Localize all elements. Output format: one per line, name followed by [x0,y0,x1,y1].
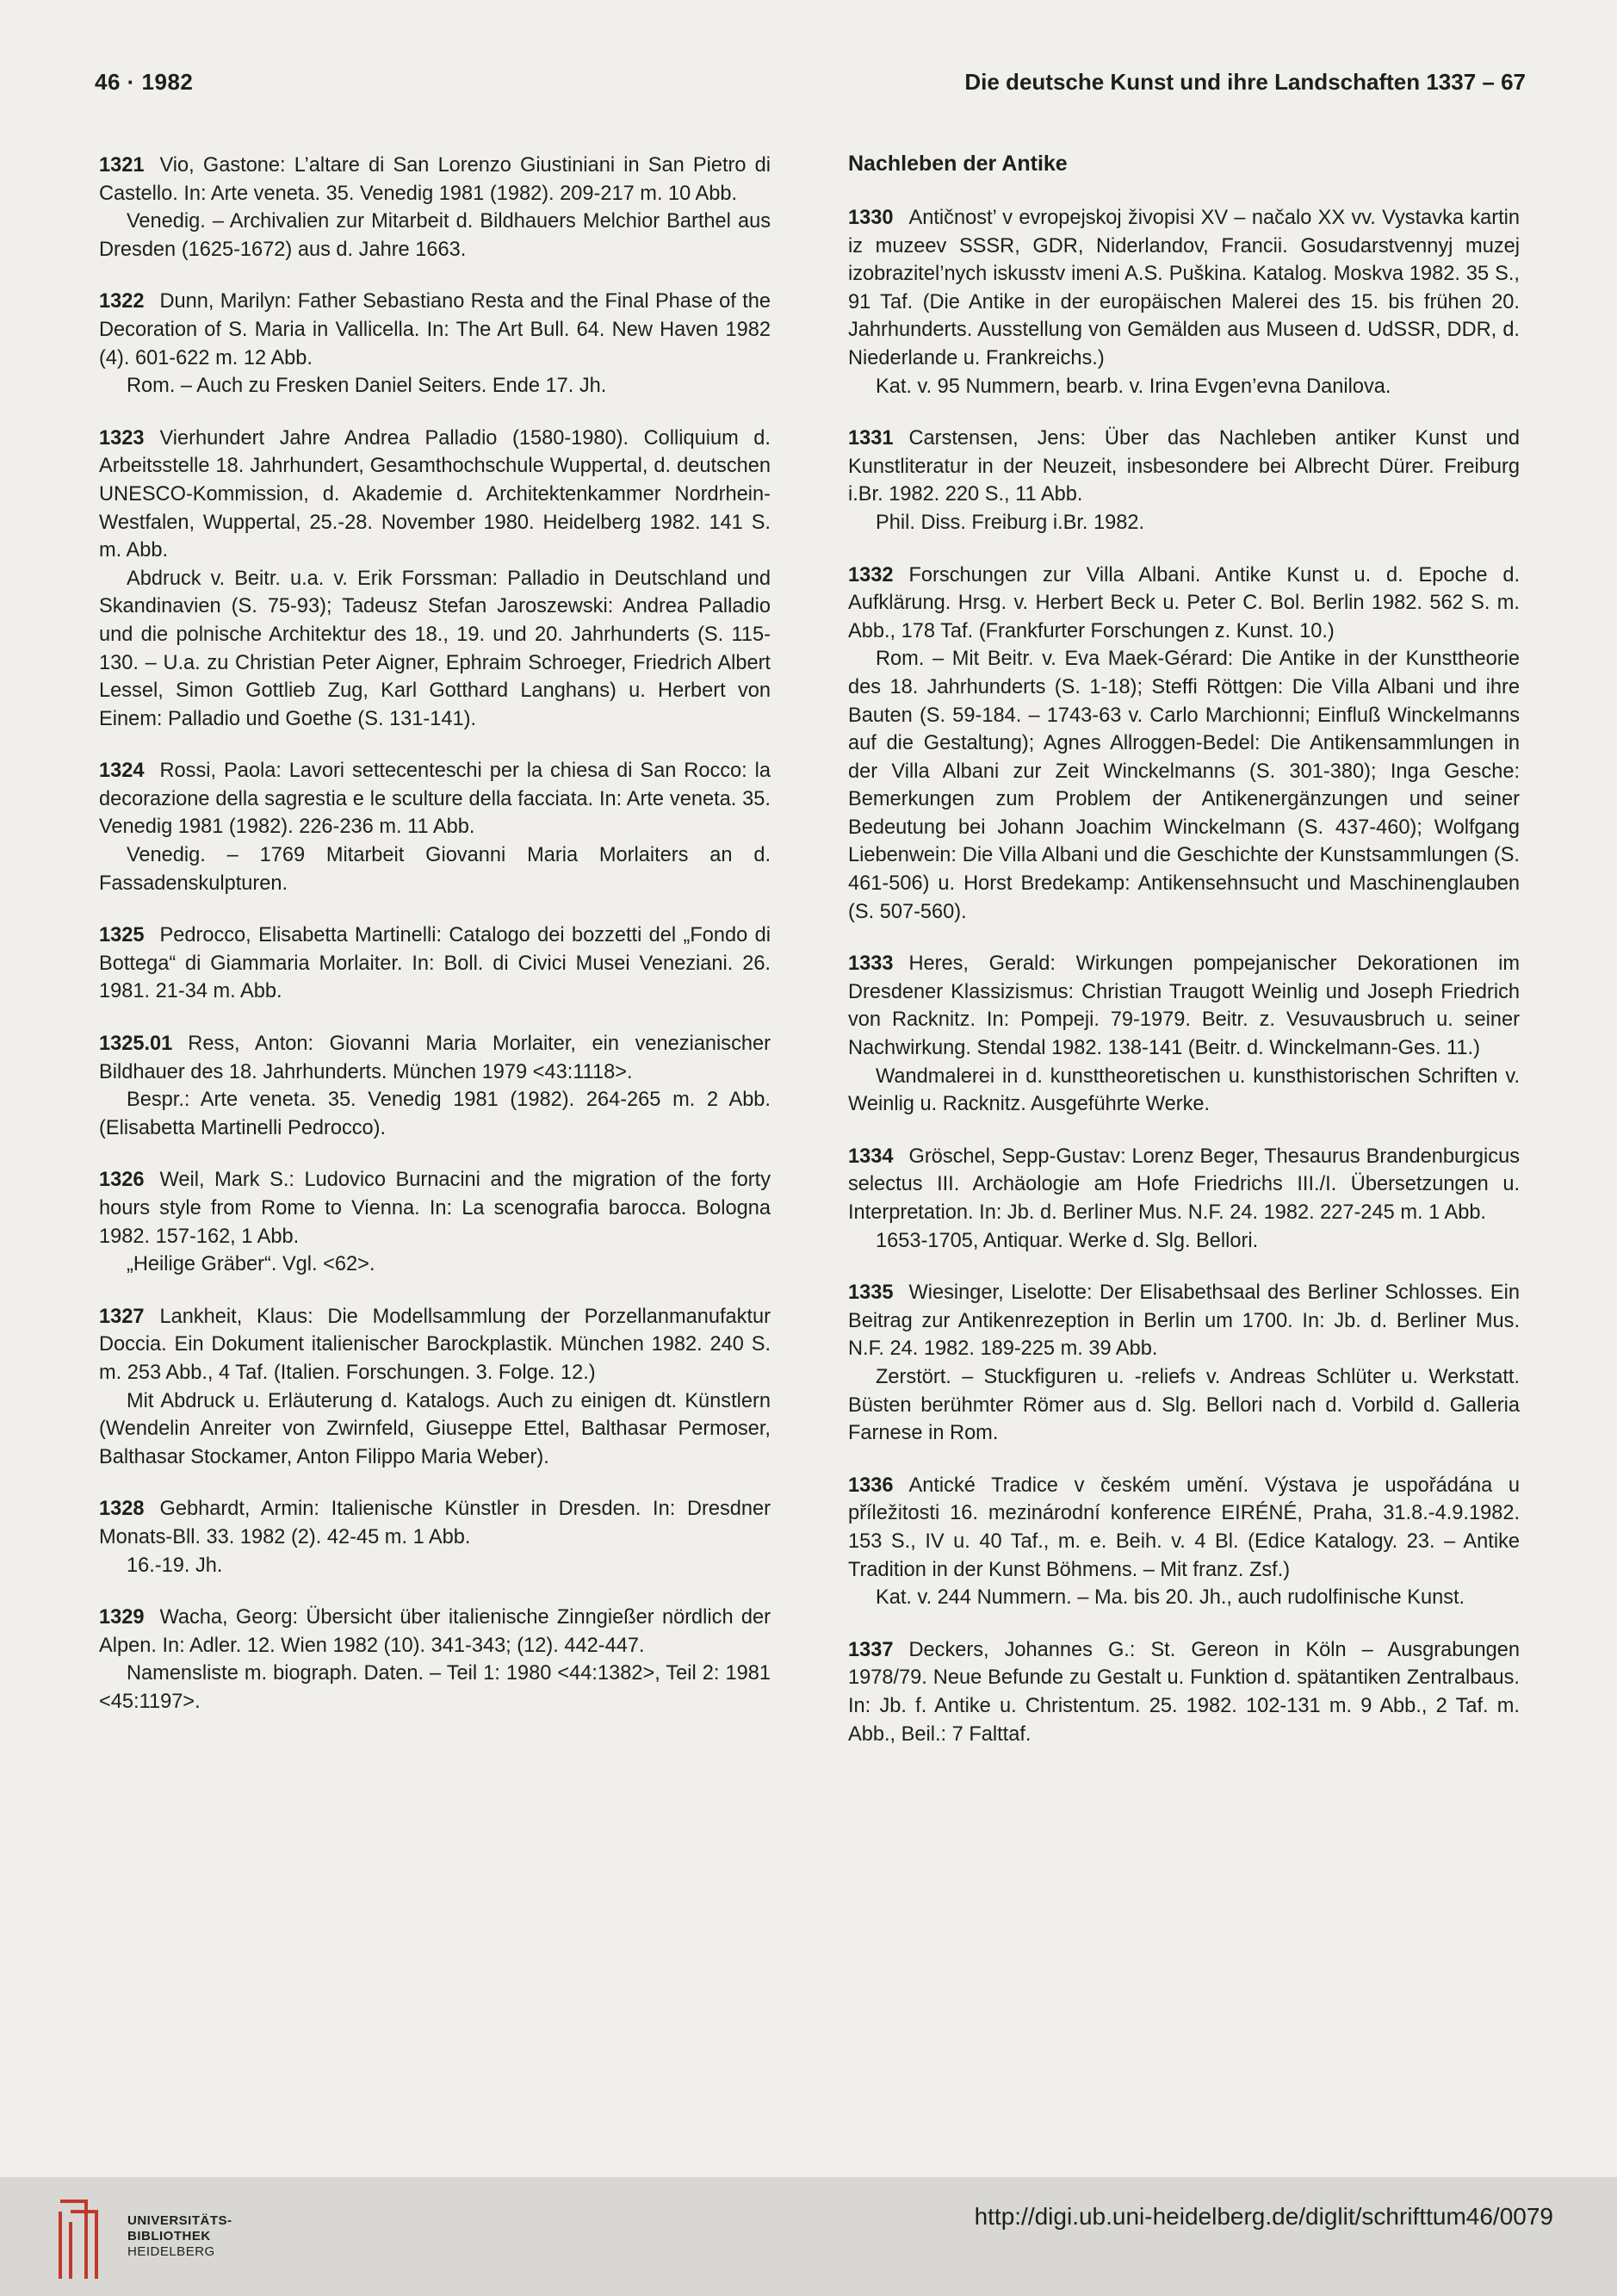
library-name [127,2213,232,2260]
entry-note: Mit Abdruck u. Erläuterung d. Katalogs. Auch zu einigen dt. Künstlern (Wendelin Anreiter von Zwirnfeld, Giuseppe Ettel, Balthasar Permoser, Balthasar Stockamer, Anton Filippo Maria Weber). [99,1389,771,1468]
entry-citation: Vio, Gastone: L’altare di San Lorenzo Giustiniani in San Pietro di Castello. In: Arte veneta. 35. Venedig 1981 (1982). 209-217 m. 10 Abb. [99,154,771,205]
entry-citation: Rossi, Paola: Lavori settecenteschi per la chiesa di San Rocco: la decorazione della sagrestia e le sculture della facciata. In: Arte veneta. 35. Venedig 1981 (1982). 226-236 m. 11 Abb. [99,760,771,839]
entry-citation: Gebhardt, Armin: Italienische Künstler in Dresden. In: Dresdner Monats-Bll. 33. 1982 (2). 42-45 m. 1 Abb. [99,1498,771,1548]
bibliography-entry [99,1303,771,1472]
bibliography-entry [848,1472,1520,1612]
entry-citation: Lankheit, Klaus: Die Modellsammlung der Porzellanmanufaktur Doccia. Ein Dokument italienischer Barockplastik. München 1982. 240 S. m. 253 Abb., 4 Taf. (Italien. Forschungen. 3. Folge. 12.) [99,1305,771,1384]
entry-citation: Forschungen zur Villa Albani. Antike Kunst u. d. Epoche d. Aufklärung. Hrsg. v. Herbert Beck u. Peter C. Bol. Berlin 1982. 562 S. m. Abb., 178 Taf. (Frankfurter Forschungen z. Kunst. 10.) [848,563,1520,642]
entry-number: 1330 [848,207,894,229]
entry-number: 1331 [848,427,894,450]
entry-note: Namensliste m. biograph. Daten. – Teil 1: 1980 <44:1382>, Teil 2: 1981 <45:1197>. [99,1662,771,1713]
entry-number: 1335 [848,1281,894,1305]
entry-citation: Deckers, Johannes G.: St. Gereon in Köln – Ausgrabungen 1978/79. Neue Befunde zu Gestalt u. Funktion d. spätantiken Zentralbaus. In: Jb. f. Antike u. Christentum. 25. 1982. 102-131 m. 9 Abb., 2 Taf. m. Abb., Beil.: 7 Falttaf. [848,1638,1520,1746]
entry-note: Kat. v. 95 Nummern, bearb. v. Irina Evgen’evna Danilova. [876,375,1391,398]
bibliography-entry [99,425,771,734]
bibliography-entry [848,562,1520,927]
entry-number: 1326 [99,1169,145,1192]
entry-number: 1325.01 [99,1033,173,1056]
bibliography-entry [99,288,771,400]
entry-number: 1333 [848,953,894,976]
entry-note: Phil. Diss. Freiburg i.Br. 1982. [876,511,1145,534]
entry-citation: Wiesinger, Liselotte: Der Elisabethsaal des Berliner Schlosses. Ein Beitrag zur Antikenrezeption in Berlin um 1700. In: Jb. d. Berliner Mus. N.F. 24. 1982. 189-225 m. 39 Abb. [848,1281,1520,1361]
library-name-line: UNIVERSITÄTS- [127,2213,232,2228]
bibliography-entry [848,204,1520,400]
bibliography-entry [99,152,771,264]
entry-note: Venedig. – Archivalien zur Mitarbeit d. Bildhauers Melchior Barthel aus Dresden (1625-1672) aus d. Jahre 1663. [99,210,771,261]
section-heading: Nachleben der Antike [848,152,1068,176]
entry-note: Wandmalerei in d. kunsttheoretischen u. kunsthistorischen Schriften v. Weinlig u. Racknitz. Ausgeführte Werke. [848,1064,1520,1116]
entry-note: „Heilige Gräber“. Vgl. <62>. [127,1253,375,1276]
bibliography-entry [99,1604,771,1716]
entry-citation: Antické Tradice v českém umění. Výstava je uspořádána u příležitosti 16. mezinárodní konference EIRÉNÉ, Praha, 31.8.-4.9.1982. 153 S., IV u. 40 Taf., m. e. Beih. v. 4 Bl. (Edice Katalogy. 23. – Antike Tradition in der Kunst Böhmens. – Mit franz. Zsf.) [848,1474,1520,1581]
bibliography-entry [99,1030,771,1142]
entry-note: Bespr.: Arte veneta. 35. Venedig 1981 (1982). 264-265 m. 2 Abb. (Elisabetta Martinelli Pedrocco). [99,1089,771,1139]
entry-number: 1324 [99,760,145,783]
entry-number: 1322 [99,290,145,313]
bibliography-entry [848,425,1520,537]
entry-note: 1653-1705, Antiquar. Werke d. Slg. Bellori. [876,1229,1259,1252]
bibliography-entry [848,950,1520,1119]
bibliography-entry [848,1143,1520,1255]
entry-citation: Wacha, Georg: Übersicht über italienische Zinngießer nördlich der Alpen. In: Adler. 12. Wien 1982 (10). 341-343; (12). 442-447. [99,1606,771,1657]
page-number-year: 46 · 1982 [95,69,194,95]
entry-number: 1337 [848,1638,894,1661]
entry-number: 1334 [848,1145,894,1168]
entry-number: 1325 [99,924,145,947]
bibliography-entry [99,757,771,897]
entry-citation: Antičnost’ v evropejskoj živopisi XV – načalo XX vv. Vystavka kartin iz muzeev SSSR, GDR, Niderlandov, Francii. Gosudarstvennyj muzej izobrazitel’nych iskusstv imeni A.S. Puškina. Katalog. Moskva 1982. 35 S., 91 Taf. (Die Antike in der europäischen Malerei des 15. bis frühen 20. Jahrhunderts. Ausstellung von Gemälden aus Museen d. UdSSR, DDR, d. Niederlande u. Frankreichs.) [848,207,1520,369]
entry-note: 16.-19. Jh. [127,1554,223,1577]
entry-note: Kat. v. 244 Nummern. – Ma. bis 20. Jh., auch rudolfinische Kunst. [876,1586,1465,1610]
digitization-url[interactable]: http://digi.ub.uni-heidelberg.de/diglit/schrifttum46/0079 [974,2203,1553,2230]
library-name-line: HEIDELBERG [127,2244,215,2259]
entry-citation: Gröschel, Sepp-Gustav: Lorenz Beger, Thesaurus Brandenburgicus selectus III. Archäologie am Hofe Friedrichs III./I. Übersetzungen u. Interpretation. In: Jb. d. Berliner Mus. N.F. 24. 1982. 227-245 m. 1 Abb. [848,1145,1520,1224]
left-column [99,152,771,1741]
bibliography-entry [99,1495,771,1579]
entry-note: Venedig. – 1769 Mitarbeit Giovanni Maria Morlaiters an d. Fassadenskulpturen. [99,844,771,895]
entry-number: 1323 [99,426,145,450]
entry-number: 1321 [99,154,145,177]
library-name-line: BIBLIOTHEK [127,2229,211,2243]
right-column [848,152,1520,1772]
ub-heidelberg-logo-icon [52,2193,112,2287]
running-title: Die deutsche Kunst und ihre Landschaften 1337 – 67 [964,69,1526,95]
digitization-footer [0,2177,1617,2296]
entry-citation: Heres, Gerald: Wirkungen pompejanischer Dekorationen im Dresdener Klassizismus: Christian Traugott Weinlig und Joseph Friedrich von Racknitz. In: Pompeji. 79-1979. Beitr. z. Vesuvausbruch u. seiner Nachwirkung. Stendal 1982. 138-141 (Beitr. d. Winckelmann-Ges. 11.) [848,953,1520,1060]
entry-number: 1329 [99,1606,145,1629]
bibliography-entry [99,922,771,1006]
entry-citation: Carstensen, Jens: Über das Nachleben antiker Kunst und Kunstliteratur in der Neuzeit, insbesondere bei Albrecht Dürer. Freiburg i.Br. 1982. 220 S., 11 Abb. [848,427,1520,506]
entry-citation: Vierhundert Jahre Andrea Palladio (1580-1980). Colliquium d. Arbeitsstelle 18. Jahrhundert, Gesamthochschule Wuppertal, d. deutschen UNESCO-Kommission, d. Akademie d. Architektenkammer Nordrhein-Westfalen, Wuppertal, 25.-28. November 1980. Heidelberg 1982. 141 S. m. Abb. [99,426,771,562]
bibliography-entry [848,1279,1520,1448]
bibliography-entry [848,1636,1520,1748]
entry-number: 1336 [848,1474,894,1497]
entry-number: 1328 [99,1498,145,1521]
entry-number: 1327 [99,1305,145,1328]
entry-citation: Pedrocco, Elisabetta Martinelli: Catalogo dei bozzetti del „Fondo di Bottega“ di Giammaria Morlaiter. In: Boll. di Civici Musei Veneziani. 26. 1981. 21-34 m. Abb. [99,924,771,1003]
entry-citation: Ress, Anton: Giovanni Maria Morlaiter, ein venezianischer Bildhauer des 18. Jahrhunderts. München 1979 <43:1118>. [99,1033,771,1083]
entry-note: Rom. – Mit Beitr. v. Eva Maek-Gérard: Die Antike in der Kunsttheorie des 18. Jahrhunderts (S. 1-18); Steffi Röttgen: Die Villa Albani und ihre Bauten (S. 59-184. – 1743-63 v. Carlo Marchionni; Einfluß Winckelmanns auf die Gestaltung); Agnes Allroggen-Bedel: Die Antikensammlungen in der Villa Albani zur Zeit Winckelmanns (S. 301-380); Inga Gesche: Bemerkungen zum Problem der Antikenergänzungen und seiner Bedeutung bei Johann Joachim Winckelmann (S. 437-460); Wolfgang Liebenwein: Die Villa Albani und die Geschichte der Kunstsammlungen (S. 461-506) u. Horst Bredekamp: Antikensehnsucht und Maschinenglauben (S. 507-560). [848,648,1520,923]
entry-note: Zerstört. – Stuckfiguren u. -reliefs v. Andreas Schlüter u. Werkstatt. Büsten berühmter Römer aus d. Slg. Bellori nach d. Vorbild d. Galleria Farnese in Rom. [848,1365,1520,1445]
entry-number: 1332 [848,563,894,586]
entry-citation: Weil, Mark S.: Ludovico Burnacini and the migration of the forty hours style from Rome to Vienna. In: La scenografia barocca. Bologna 1982. 157-162, 1 Abb. [99,1169,771,1248]
entry-note: Rom. – Auch zu Fresken Daniel Seiters. Ende 17. Jh. [127,375,607,398]
entry-note: Abdruck v. Beitr. u.a. v. Erik Forssman: Palladio in Deutschland und Skandinavien (S. 75-93); Tadeusz Stefan Jaroszewski: Andrea Palladio und die polnische Architektur des 18., 19. und 20. Jahrhunderts (S. 115-130. – U.a. zu Christian Peter Aigner, Ephraim Schroeger, Friedrich Albert Lessel, Simon Gottlieb Zug, Karl Gotthard Langhans) u. Herbert von Einem: Palladio und Goethe (S. 131-141). [99,567,771,730]
entry-citation: Dunn, Marilyn: Father Sebastiano Resta and the Final Phase of the Decoration of S. Maria in Vallicella. In: The Art Bull. 64. New Haven 1982 (4). 601-622 m. 12 Abb. [99,290,771,369]
page-header [0,69,1617,103]
bibliography-entry [99,1166,771,1278]
